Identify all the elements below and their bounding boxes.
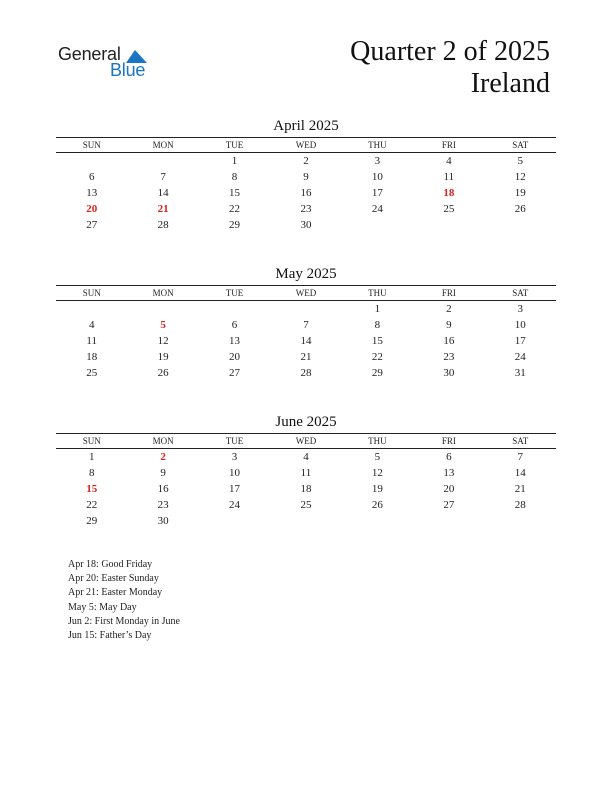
logo-word-general: General [58,44,121,64]
date-cell [342,513,413,529]
date-cell: 1 [374,303,381,315]
week-row [56,169,556,185]
date-cell [56,301,127,317]
date-cell: 9 [160,467,166,479]
week-row [56,449,556,465]
date-cell: 23 [443,351,455,363]
date-cell: 4 [88,319,95,331]
weekday-label: FRI [441,436,456,446]
holiday-date-cell: 20 [86,203,98,215]
weekday-label: SAT [512,436,529,446]
date-cell: 26 [157,367,169,379]
date-cell: 29 [86,515,98,527]
date-cell: 22 [371,351,383,363]
date-cell: 13 [229,335,241,347]
date-cell [270,301,341,317]
date-cell: 22 [86,499,98,511]
weekday-label: THU [368,436,387,446]
date-cell [199,301,270,317]
date-cell: 8 [231,171,238,183]
date-cell [127,301,198,317]
weekday-label: WED [295,288,317,298]
month-calendar [56,412,556,529]
date-cell: 27 [229,367,241,379]
page-title [350,36,550,100]
date-cell: 14 [300,335,312,347]
date-cell: 11 [86,335,97,347]
date-cell: 19 [157,351,169,363]
date-cell: 19 [371,483,383,495]
date-cell: 1 [231,155,238,167]
date-cell: 12 [514,171,526,183]
date-cell: 7 [517,451,523,463]
date-cell: 28 [514,499,526,511]
date-cell: 19 [514,187,526,199]
date-cell: 29 [229,219,241,231]
date-cell: 29 [371,367,383,379]
weekday-header [56,137,556,153]
date-cell: 5 [517,155,523,167]
date-cell: 11 [443,171,455,183]
week-row [56,333,556,349]
date-cell [199,513,270,529]
week-rows [56,301,556,381]
date-cell [485,513,556,529]
date-cell [127,153,198,169]
weekday-label: MON [152,288,174,298]
date-cell: 6 [446,451,452,463]
date-cell: 25 [443,203,455,215]
date-cell: 2 [446,303,452,315]
date-cell: 17 [229,483,241,495]
weekday-label: FRI [441,288,456,298]
date-cell: 13 [443,467,455,479]
date-cell: 15 [229,187,241,199]
date-cell: 11 [300,467,312,479]
holiday-item: Apr 21: Easter Monday [68,587,163,599]
weekday-label: WED [295,436,317,446]
date-cell: 17 [371,187,383,199]
weekday-label: SUN [82,140,101,150]
date-cell: 8 [88,467,95,479]
weekday-label: TUE [225,288,244,298]
holiday-date-cell: 21 [157,203,169,215]
date-cell: 12 [157,335,169,347]
date-cell: 31 [514,367,526,379]
date-cell [270,513,341,529]
date-cell: 28 [157,219,169,231]
holiday-item: Jun 15: Father’s Day [68,630,152,642]
month-calendar [56,264,556,381]
week-row [56,153,556,169]
date-cell: 25 [300,499,312,511]
weekday-label: SAT [512,140,529,150]
date-cell: 6 [88,171,95,183]
month-title: April 2025 [273,118,339,134]
date-cell: 30 [157,515,169,527]
month-title: May 2025 [275,266,337,282]
week-row [56,317,556,333]
date-cell: 13 [86,187,98,199]
date-cell: 6 [231,319,238,331]
weekday-label: MON [152,140,174,150]
weekday-label: TUE [225,140,244,150]
holiday-item: Apr 20: Easter Sunday [68,573,159,585]
date-cell: 22 [229,203,241,215]
week-row [56,185,556,201]
date-cell: 9 [446,319,452,331]
week-row [56,349,556,365]
quarter-title: Quarter 2 of 2025 [350,36,550,67]
date-cell: 30 [443,367,455,379]
date-cell: 25 [86,367,98,379]
week-rows [56,153,556,233]
week-row [56,201,556,217]
date-cell [56,153,127,169]
date-cell: 14 [514,467,526,479]
logo-word-blue: Blue [110,60,146,80]
week-row [56,217,556,233]
date-cell: 10 [371,171,383,183]
date-cell: 16 [157,483,169,495]
date-cell: 3 [231,451,238,463]
date-cell: 18 [300,483,312,495]
date-cell [485,217,556,233]
country-title: Ireland [470,68,550,99]
date-cell: 4 [446,155,452,167]
date-cell: 21 [514,483,526,495]
date-cell: 1 [88,451,95,463]
date-cell: 3 [517,303,523,315]
date-cell: 2 [303,155,309,167]
date-cell: 10 [229,467,241,479]
weekday-label: SAT [512,288,529,298]
date-cell: 20 [443,483,455,495]
weekday-label: WED [295,140,317,150]
date-cell: 4 [303,451,309,463]
month-calendar [56,116,556,233]
holiday-item: Jun 2: First Monday in June [68,615,180,627]
week-row [56,481,556,497]
holiday-item: Apr 18: Good Friday [68,559,153,570]
date-cell: 5 [374,451,381,463]
date-cell: 26 [371,499,383,511]
date-cell: 3 [374,155,381,167]
date-cell: 24 [229,499,241,511]
weekday-label: TUE [225,436,244,446]
date-cell: 26 [514,203,526,215]
month-title: June 2025 [275,414,337,430]
holiday-date-cell: 5 [160,319,166,331]
date-cell: 24 [514,351,526,363]
date-cell [413,217,484,233]
holiday-list [68,558,180,643]
weekday-header [56,433,556,449]
date-cell: 18 [86,351,98,363]
weekday-label: SUN [82,288,101,298]
date-cell: 16 [443,335,455,347]
date-cell: 30 [300,219,312,231]
date-cell: 10 [514,319,526,331]
holiday-date-cell: 18 [443,187,455,199]
date-cell: 24 [371,203,383,215]
week-rows [56,449,556,529]
week-row [56,365,556,381]
weekday-header [56,285,556,301]
week-row [56,301,556,317]
date-cell: 20 [229,351,241,363]
week-row [56,513,556,529]
date-cell: 8 [374,319,381,331]
brand-logo [58,44,158,84]
date-cell: 28 [300,367,312,379]
holiday-item: May 5: May Day [68,601,137,613]
date-cell: 9 [303,171,309,183]
weekday-label: SUN [82,436,101,446]
date-cell: 17 [514,335,526,347]
week-row [56,497,556,513]
date-cell [342,217,413,233]
week-row [56,465,556,481]
date-cell: 14 [157,187,169,199]
weekday-label: FRI [441,140,456,150]
date-cell [413,513,484,529]
date-cell: 16 [300,187,312,199]
date-cell: 27 [443,499,455,511]
date-cell: 23 [300,203,312,215]
date-cell: 15 [371,335,383,347]
date-cell: 21 [300,351,312,363]
date-cell: 27 [86,219,98,231]
weekday-label: THU [368,288,387,298]
date-cell: 12 [371,467,383,479]
holiday-date-cell: 15 [86,483,98,495]
date-cell: 7 [303,319,309,331]
date-cell: 23 [157,499,169,511]
weekday-label: THU [368,140,387,150]
date-cell: 7 [160,171,166,183]
holiday-date-cell: 2 [160,451,166,463]
weekday-label: MON [152,436,174,446]
